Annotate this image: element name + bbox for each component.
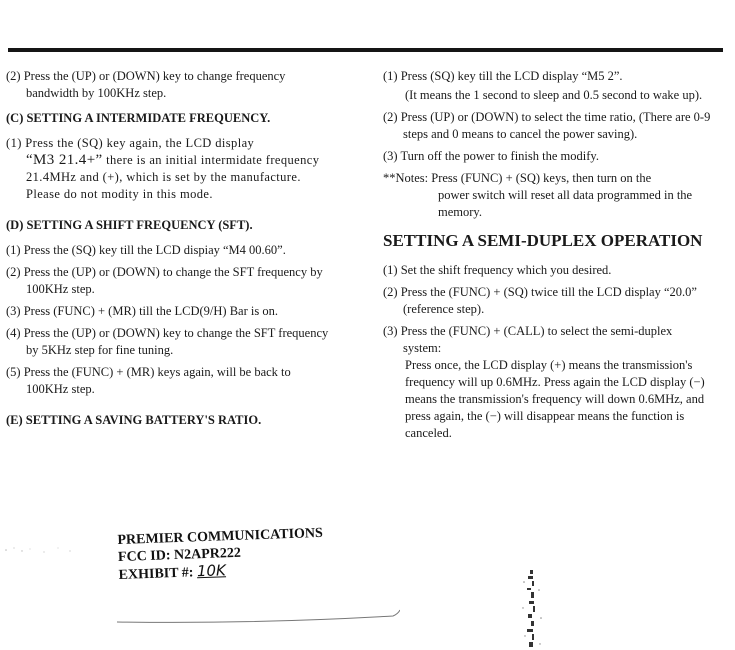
lcd-readout-m3: “M3 21.4+” xyxy=(26,152,103,168)
step-r2: (2) Press (UP) or (DOWN) to select the time ratio, (There are 0-9 steps and 0 means to cancel the power saving). xyxy=(383,110,711,141)
section-e-heading: (E) SETTING A SAVING BATTERY'S RATIO. xyxy=(6,413,262,427)
right-column xyxy=(383,68,713,447)
step-d2: (2) Press the (UP) or (DOWN) to change the SFT frequency by 100KHz step. xyxy=(6,265,323,296)
step-d1: (1) Press the (SQ) key till the LCD dispiay “M4 00.60”. xyxy=(6,243,286,257)
scan-speckle-right xyxy=(515,568,551,650)
stamp-fcc-id: FCC ID: N2APR222 xyxy=(117,545,242,566)
step-d5: (5) Press the (FUNC) + (MR) keys again, will be back to 100KHz step. xyxy=(6,365,291,396)
step-intermediate-frequency: (1) Press the (SQ) key again, the LCD display “M3 21.4+” there is an initial intermidate frequency 21.4MHz and (+), which is set by the manufacture. Please do not modity in this mode. xyxy=(6,136,320,201)
section-c-heading: (C) SETTING A INTERMIDATE FREQUENCY. xyxy=(6,111,271,125)
semi-step-1: (1) Set the shift frequency which you desired. xyxy=(383,263,612,277)
section-d-heading: (D) SETTING A SHIFT FREQUENCY (SFT). xyxy=(6,218,253,232)
step-r1-explanation: (It means the 1 second to sleep and 0.5 second to wake up). xyxy=(405,88,703,102)
scan-speckle-left xyxy=(0,540,80,560)
step-d3: (3) Press (FUNC) + (MR) till the LCD(9/H) Bar is on. xyxy=(6,304,278,318)
notes-label: **Notes: xyxy=(383,171,429,185)
top-rule xyxy=(8,48,723,52)
semi-step-3: (3) Press the (FUNC) + (CALL) to select the semi-duplex system: xyxy=(383,324,673,355)
stamp-company: PREMIER COMMUNICATIONS xyxy=(117,525,324,549)
notes-body: power switch will reset all data programmed in the memory. xyxy=(438,188,693,219)
left-column xyxy=(6,68,336,437)
step-r1: (1) Press (SQ) key till the LCD display “M5 2”. xyxy=(383,69,623,83)
notes: **Notes: Press (FUNC) + (SQ) keys, then turn on the xyxy=(383,171,652,185)
step-bandwidth: (2) Press the (UP) or (DOWN) key to change frequency bandwidth by 100KHz step. xyxy=(6,69,286,100)
step-r3: (3) Turn off the power to finish the modify. xyxy=(383,149,599,163)
exhibit-number-handwritten: 10K xyxy=(196,561,227,581)
step-d4: (4) Press the (UP) or (DOWN) key to change the SFT frequency by 5KHz step for fine tuning. xyxy=(6,326,329,357)
stamp-exhibit: EXHIBIT #: 10K xyxy=(118,561,227,583)
semi-step-2: (2) Press the (FUNC) + (SQ) twice till the LCD display “20.0” (reference step). xyxy=(383,285,697,316)
semi-duplex-heading: SETTING A SEMI-DUPLEX OPERATION xyxy=(383,231,703,250)
semi-step-3-body: Press once, the LCD display (+) means the transmission's frequency will up 0.6MHz. Press again the LCD display (−) means the transmission's frequency will down 0.6MHz, and press again, the (−) will disappear means the function is canceled. xyxy=(405,358,705,440)
scan-artifact-line xyxy=(115,598,400,628)
exhibit-stamp xyxy=(117,524,349,584)
